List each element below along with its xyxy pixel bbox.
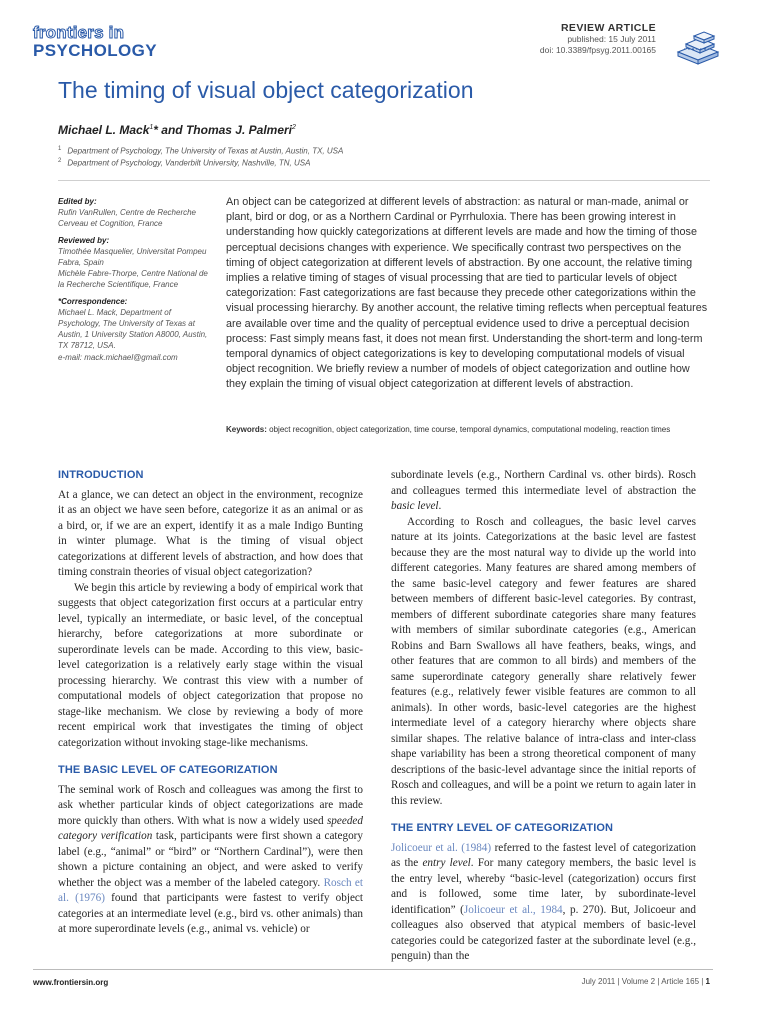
keywords	[226, 424, 712, 435]
reviewed-by-label: Reviewed by:	[58, 235, 110, 245]
citation-link[interactable]: Jolicoeur et al. (1984)	[391, 841, 492, 854]
journal-logo-top: frontiers in	[33, 23, 125, 42]
reviewer: Timothée Masquelier, Universitat Pompeu Fabra, Spain	[58, 246, 207, 268]
footer-website-link[interactable]: www.frontiersin.org	[33, 978, 109, 987]
stacked-blocks-icon	[672, 22, 724, 66]
body-column-right	[391, 468, 696, 965]
footer-article: Article 165	[661, 977, 700, 986]
doi: doi: 10.3389/fpsyg.2011.00165	[539, 45, 656, 55]
emphasis: basic level	[391, 500, 439, 512]
affiliation-number: 1	[58, 146, 62, 152]
article-title: The timing of visual object categorization	[58, 77, 474, 103]
affiliation-text: Department of Psychology, Vanderbilt University, Nashville, TN, USA	[67, 158, 311, 168]
affiliation	[58, 158, 310, 168]
citation-link[interactable]: Jolicoeur et al., 1984	[463, 903, 563, 916]
page-number: 1	[705, 977, 710, 986]
paragraph: At a glance, we can detect an object in the environment, recognize it as an object we have seen before, categorize it as an animal or as a bird, or, if we are an expert, identify it as a male Indigo Bunting in winter plumage. What is the timing of visual object categorizations at different levels of abstraction, and how does that timing constrain theories of visual object categorization?	[58, 488, 363, 578]
text-run: . For many category members, the basic level is the entry level, whereby “basic-level (categorization) occurs first and is followed, some time later, by subordinate-level identification” (	[391, 857, 696, 916]
emphasis: speeded category verification	[58, 814, 363, 842]
footer-date: July 2011	[581, 977, 616, 986]
correspondence-address: Michael L. Mack, Department of Psychology, The University of Texas at Austin, 1 University Station A8000, Austin, TX 78712, USA.	[58, 307, 208, 351]
author-conjunction: and	[157, 123, 186, 137]
author-list	[58, 123, 296, 137]
edited-by-label: Edited by:	[58, 197, 97, 206]
article-type: REVIEW ARTICLE	[560, 22, 656, 34]
section-heading-basic-level: THE BASIC LEVEL OF CATEGORIZATION	[58, 764, 278, 776]
keywords-text: object recognition, object categorization, time course, temporal dynamics, computational modeling, reaction times	[269, 425, 671, 434]
paragraph	[391, 468, 696, 515]
affiliation-marker: 2	[292, 124, 296, 131]
keywords-label: Keywords:	[226, 425, 267, 434]
edited-by-block	[58, 196, 210, 230]
affiliation-number: 2	[58, 158, 62, 164]
journal-logo	[33, 24, 193, 60]
affiliation-text: Department of Psychology, The University of Texas at Austin, Austin, TX, USA	[67, 146, 344, 156]
editor: Rufin VanRullen, Centre de Recherche Cerveau et Cognition, France	[58, 208, 197, 229]
correspondence-email[interactable]: e-mail: mack.michael@gmail.com	[58, 352, 178, 362]
article-meta	[540, 22, 656, 56]
text-run: found that participants were fastest to verify object categories at an intermediate level (e.g., bird vs. other animals) than at more superordinate levels (e.g., animal vs. vehicle) or	[58, 892, 363, 935]
editorial-info	[58, 196, 210, 368]
header-divider	[58, 180, 710, 181]
correspondence-block	[58, 296, 210, 363]
affiliation-marker: 1	[149, 124, 154, 131]
published-date: published: 15 July 2011	[567, 34, 656, 44]
author-name: Thomas J. Palmeri	[185, 123, 293, 137]
section-heading-entry-level: THE ENTRY LEVEL OF CATEGORIZATION	[391, 822, 614, 834]
text-run: subordinate levels (e.g., Northern Cardinal vs. other birds). Rosch and colleagues termed this intermediate level of abstraction the	[391, 469, 696, 497]
journal-logo-name: PSYCHOLOGY	[33, 41, 157, 60]
section-heading-introduction: INTRODUCTION	[58, 469, 144, 481]
paragraph: According to Rosch and colleagues, the basic level carves nature at its joints. Categorizations at the basic level are fastest because they are the most natural way to divide up the world into different categories. Many features are shared among members of the same basic-level category and fewer features are shared between members of different basic-level categories. By contrast, members of different subordinate categories share many features with members of similar subordinate categories (e.g., American Robins and Barn Swallows all have feathers, beaks, wings, and other features that are common to all birds) and members of the same superordinate category generally share relatively fewer features (e.g., relatively fewer visible features are common to all animals). In other words, basic-level categories are the highest intermediate level of a category hierarchy where objects share similar shapes. The relative balance of intra-class and inter-class shape variability has been a strong theoretical component of many descriptions of the basic-level advantage since the initial reports of Rosch and colleagues, and will be a point we return to again later in this review.	[391, 515, 696, 807]
text-run: task, participants were first shown a category label (e.g., “animal” or “bird” or “Northern Cardinal”), were then shown a picture containing an object, and were asked to verify whether the object was a member of the labeled category.	[58, 830, 363, 889]
text-run: .	[438, 500, 442, 512]
footer-divider	[33, 969, 713, 970]
footer-volume: Volume 2	[621, 977, 656, 986]
text-run: referred to the fastest level of categorization as the	[391, 841, 697, 869]
footer-citation-info: July 2011 | Volume 2 | Article 165 | 1	[581, 977, 710, 986]
emphasis: entry level	[422, 857, 471, 869]
text-run: The seminal work of Rosch and colleagues was among the first to ask whether particular kinds of object categorizations are made more quickly than others. With what is now a widely used	[58, 783, 363, 827]
affiliation	[58, 146, 343, 156]
reviewed-by-block	[58, 235, 210, 291]
correspondence-label: *Correspondence:	[58, 296, 128, 306]
author-name: Michael L. Mack	[58, 123, 150, 137]
paragraph: We begin this article by reviewing a body of empirical work that suggests that object categorization first occurs at a particular entry level, typically an intermediate, or basic level, of the conceptual hierarchy, before categorizations at more subordinate or superordinate levels can be made. According to this view, basic-level categorization is a relatively early stage within the visual processing hierarchy. We contrast this view with a number of computational models of object categorization that propose no stage-like mechanism. We close by reviewing a body of more recent empirical work that investigates the timing of object categorization without invoking stage-like mechanisms.	[58, 581, 363, 749]
paragraph	[391, 841, 696, 965]
body-column-left	[58, 468, 363, 938]
citation-link[interactable]: Rosch et al. (1976)	[58, 876, 364, 904]
text-run: , p. 270). But, Jolicoeur and colleagues also observed that atypical members of basic-level categories could be categorized faster at the subordinate level (e.g., penguin) than the	[391, 903, 696, 962]
corresponding-marker: *	[153, 123, 158, 137]
abstract: An object can be categorized at different levels of abstraction: as natural or man-made, animal or plant, bird or dog, or as a Northern Cardinal or Pyrrhuloxia. There has been growing interest in understanding how quickly categorizations at different levels are made and how the timing of those perceptual decisions changes with experience. We specifically contrast two perspectives on the timing of object categorization at different levels of abstraction. By one account, the relative timing implies a relative timing of stages of visual processing that are tied to particular levels of object categorization: Fast categorizations are fast because they precede other categorizations within the visual processing hierarchy. By another account, the relative timing reflects when perceptual features are available over time and the quality of perceptual evidence used to drive a perceptual decision process: Fast simply means fast, it does not mean first. Understanding the short-term and long-term temporal dynamics of object categorizations is key to developing computational models of visual object recognition. We briefly review a number of models of object categorization and outline how they explain the timing of visual object categorization at different levels of abstraction.	[226, 196, 708, 391]
reviewer: Michèle Fabre-Thorpe, Centre National de la Recherche Scientifique, France	[58, 269, 208, 290]
paragraph	[58, 783, 363, 938]
